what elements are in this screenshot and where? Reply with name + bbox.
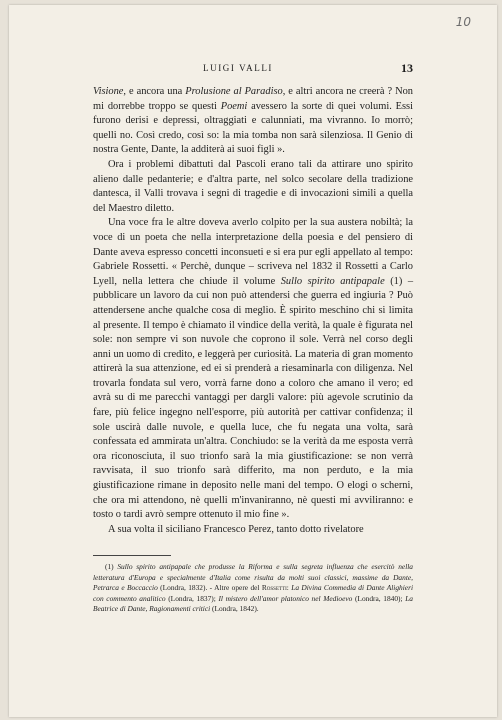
footnote-italic: La Beatrice di Dante, Ragionamenti critici xyxy=(93,593,413,614)
page-number: 13 xyxy=(401,61,413,75)
text-run: avessero la sorte di quei volumi. Essi furono derisi e depressi, oltraggiati e calunniati, ma vivranno. Io morrò; quelli no. Così credo, così so: la mia tomba non sarà silenziosa. Il Genio di nostra Gente, Dante, la additerà ai suoi figli ». xyxy=(93,100,413,156)
paragraph-3 xyxy=(93,216,413,522)
footnote-rule xyxy=(93,555,171,556)
running-head-author: LUIGI VALLI xyxy=(203,63,274,73)
body-text xyxy=(93,85,413,537)
text-run: (1) – pubblicare un lavoro da cui non può attendersi che guerra ed ingiuria ? Può attendersene anche qualche cosa di meglio. È spirito meschino chi si limita al presente. Il tempo è chiamato il vindice della verità, la quale è figurata nel sole: non sempre vi son nuvole che coprono il sole. Verrà nel corso degli anni un uomo di credito, e leggerà per curiosità. La materia di gran momento attirerà la sua attenzione, ed ei si prenderà a riesaminarla con diligenza. Nel trovarla fondata sul vero, vorrà farne dono a coloro che amano il vero; ed avrà su di me parecchi vantaggi per dargli valore: più agevole scrutinio da fare, più felice ingegno nell'esporre, più autorità per cattivar confidenza; il sole uscirà dalle nuvole, e quella luce, che fu negata una volta, sarà confessata ed ammirata un'altra. Conchiudo: se la verità da me esposta verrà ora riconosciuta, il suo trionfo sarà la mia giustificazione: se non verrà ravvisata, il suo trionfo sarà differito, ma non perduto, e la mia giustificazione rimane in deposito nelle mani del tempo. O elogi o scherni, che ora mi attendono, nè quelli m'invaniranno, nè questi mi avviliranno: e tosto o tardi avrò sempre ottenuto il mio fine ». xyxy=(93,275,414,521)
footnote-italic: La Divina Commedia di Dante Alighieri con commento analitico xyxy=(93,583,414,603)
paragraph-4: A sua volta il siciliano Francesco Perez, tanto dotto rivelatore xyxy=(108,523,364,535)
italic-title: Sullo spirito antipapale xyxy=(280,275,385,287)
paragraph-2: Ora i problemi dibattuti dal Pascoli erano tali da attirare uno spirito alieno dalle pedanterie; e d'altra parte, nel solco secolare della tradizione dantesca, il Valli trovava i segni di tragedie e di invocazioni simili a quella del Maestro diletto. xyxy=(93,158,413,214)
paragraph-1 xyxy=(93,85,413,158)
footnote-text: (Londra, 1837); xyxy=(165,593,219,603)
footnote-marker: (1) xyxy=(105,562,118,571)
text-run: , e altri ancora ne creerà ? Non mi dorrebbe troppo se questi xyxy=(93,86,413,112)
book-page xyxy=(9,5,497,717)
italic-title: Poemi xyxy=(220,100,248,112)
italic-title: Prolusione al Paradiso xyxy=(185,86,283,97)
handwritten-page-number: 10 xyxy=(455,15,471,29)
text-run: , e ancora una xyxy=(123,86,186,97)
footnote-text: (Londra, 1842). xyxy=(210,604,259,614)
footnote xyxy=(93,562,413,615)
italic-title: Visione xyxy=(93,86,124,97)
footnote-text: (Londra, 1840); xyxy=(352,593,406,603)
footnote-text: (Londra, 1832). - Altre opere del xyxy=(157,583,262,593)
footnote-text: : xyxy=(286,583,292,593)
footnote-author: Rossetti xyxy=(261,583,287,593)
text-run: Una voce fra le altre doveva averlo colpito per la sua austera nobiltà; la voce di un poeta che nella interpretazione della poesia e del pensiero di Dante aveva espresso concetti inconsueti e si era pur egli appellato al tempo: Gabriele Rossetti. « Perchè, dunque – scriveva nel 1832 il Rossetti a Carlo Lyell, nella lettera che chiude il volume xyxy=(93,217,413,287)
footnote-italic: Il mistero dell'amor platonico nel Medioevo xyxy=(218,593,353,603)
footnote-italic: Sullo spirito antipapale che produsse la Riforma e sulla segreta influenza che esercitò nella letteratura d'Europa e specialmente d'Italia come risulta da molti suoi classici, massime da Dante, Petrarca e Boccaccio xyxy=(93,562,413,593)
